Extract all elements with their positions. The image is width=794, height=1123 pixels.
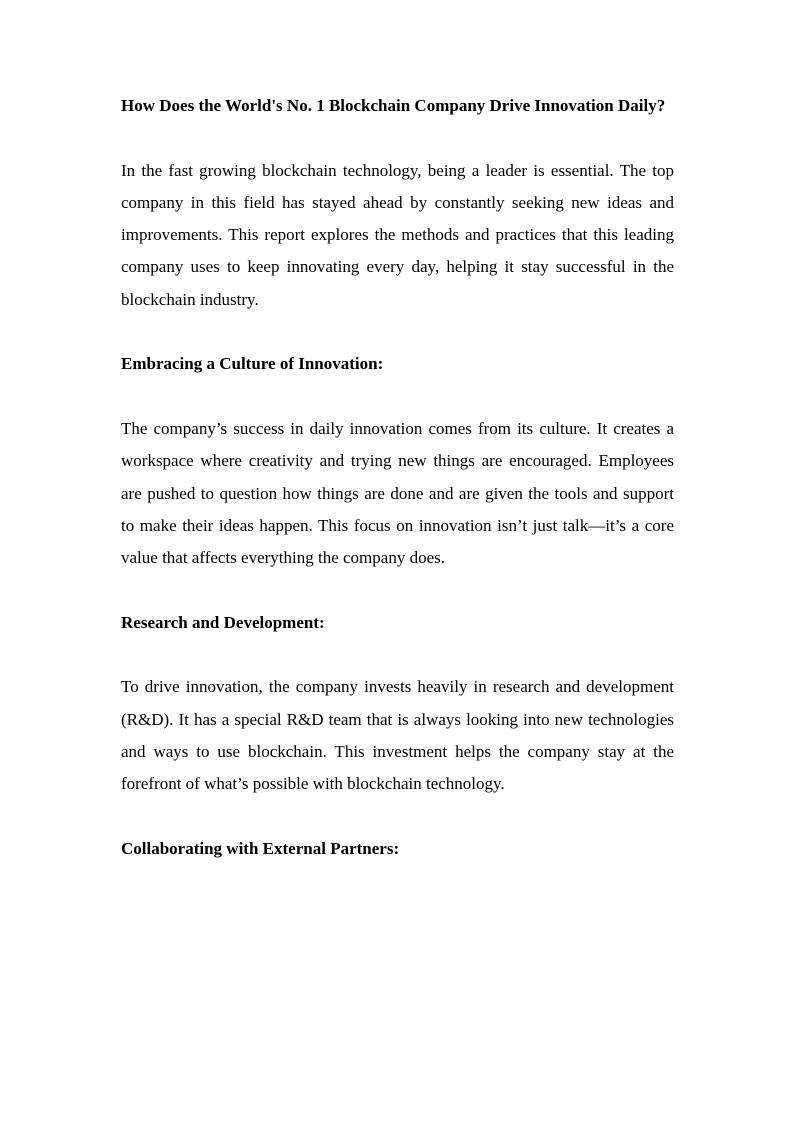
section-body-culture: The company’s success in daily innovation comes from its culture. It creates a workspace where creativity and trying new things are encouraged. Employees are pushed to question how things are done and are given the tools and support to make their ideas happen. This focus on innovation isn’t just talk—it’s a core value that affects everything the company does. [121, 418, 674, 568]
intro-paragraph: In the fast growing blockchain technology, being a leader is essential. The top company in this field has stayed ahead by constantly seeking new ideas and improvements. This report explores the methods and practices that this leading company uses to keep innovating every day, helping it stay successful in the blockchain industry. [121, 160, 674, 309]
section-heading-partners: Collaborating with External Partners: [121, 838, 400, 858]
section-body-research: To drive innovation, the company invests heavily in research and development (R&D). It has a special R&D team that is always looking into new technologies and ways to use blockchain. This investment helps the company stay at the forefront of what’s possible with blockchain technology. [121, 677, 674, 794]
section-heading-culture: Embracing a Culture of Innovation: [121, 354, 384, 374]
document-page [121, 90, 674, 865]
document-title: How Does the World's No. 1 Blockchain Company Drive Innovation Daily? [121, 96, 666, 115]
section-heading-research: Research and Development: [121, 612, 325, 632]
